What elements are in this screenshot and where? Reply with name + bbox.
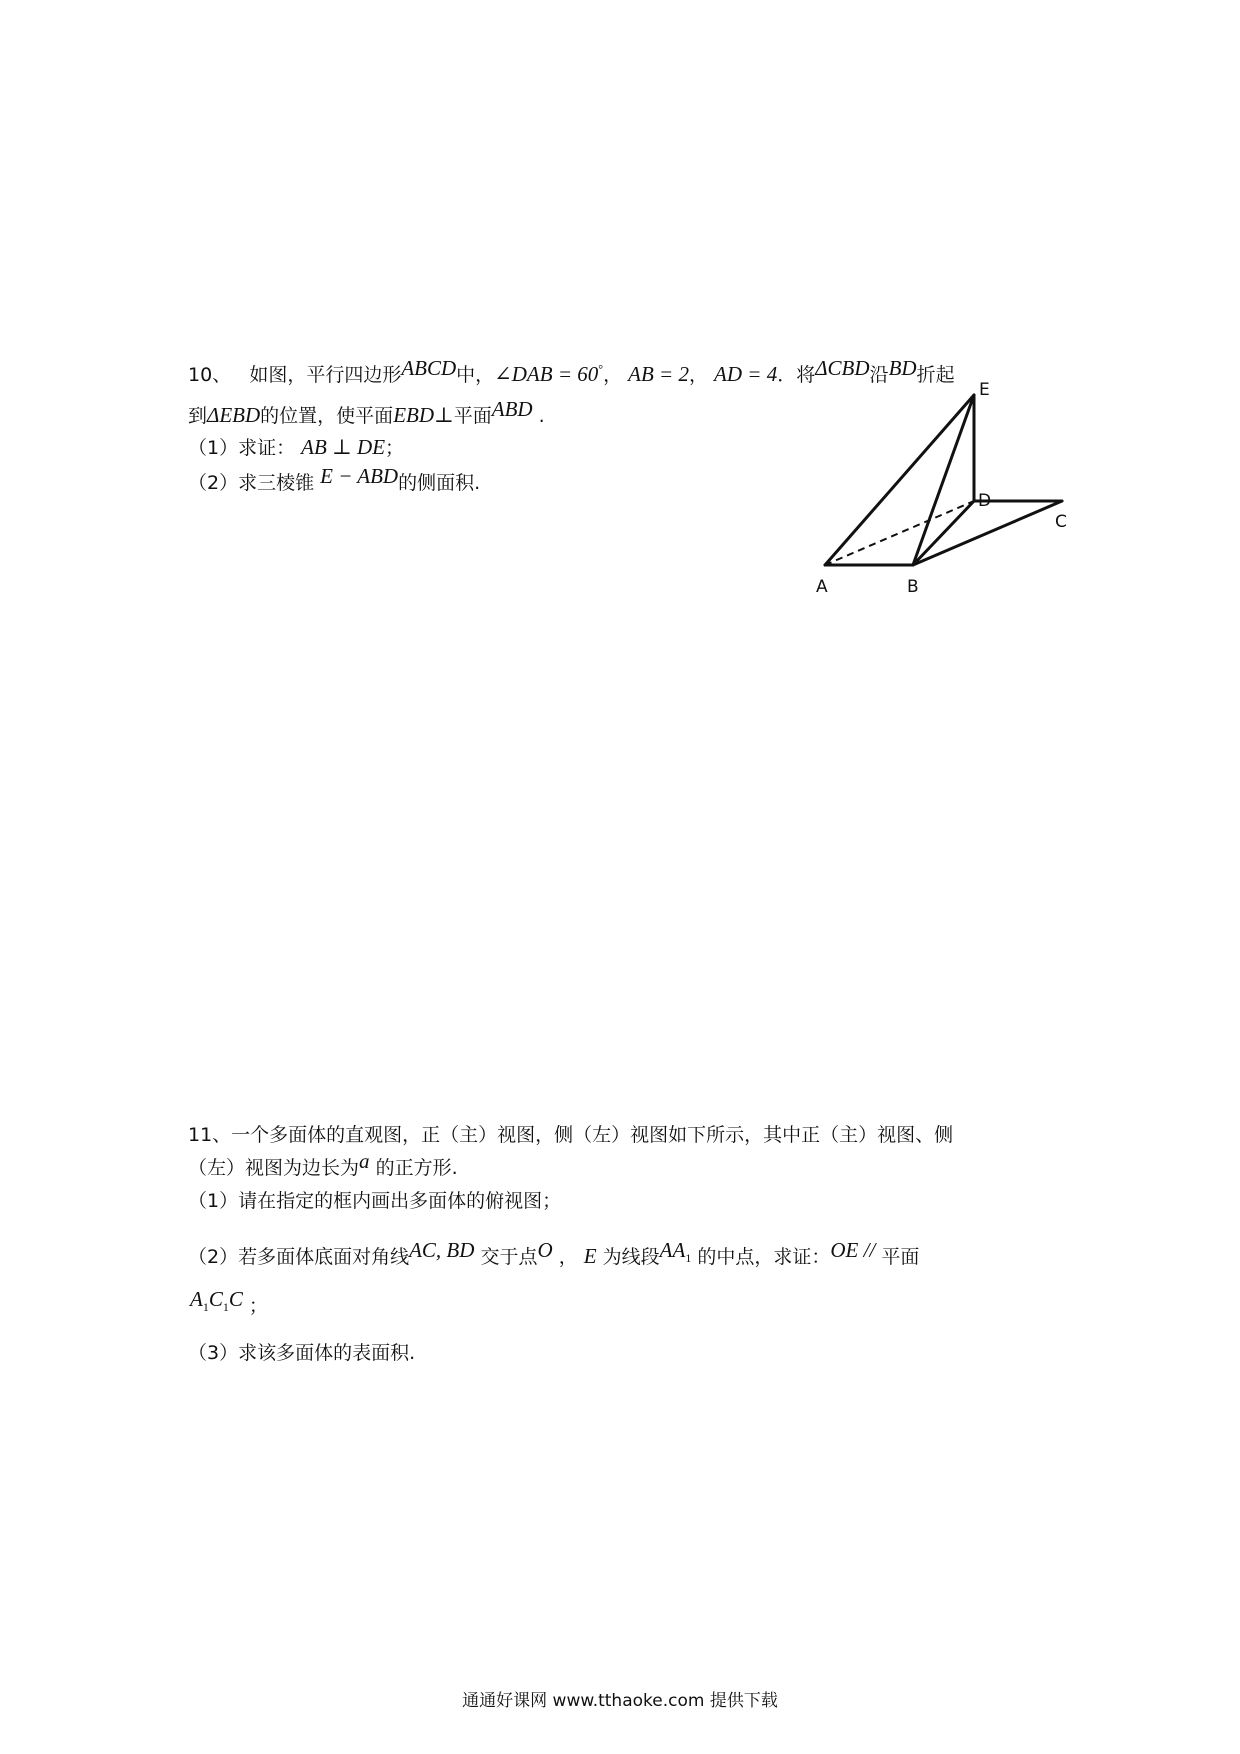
q10-line-2 xyxy=(188,397,545,428)
vertex-label-a: A xyxy=(816,577,828,597)
math-e-abd: E − ABD xyxy=(320,464,399,488)
q11-part-2-continued xyxy=(190,1287,268,1325)
math-abd: ABD xyxy=(491,397,533,421)
q11-text: 为线段 xyxy=(602,1246,660,1268)
math-subscript: 1 xyxy=(222,1300,229,1315)
q11-part-2 xyxy=(188,1238,920,1276)
q11-text: （左）视图为边长为 xyxy=(188,1157,360,1179)
q10-text: . xyxy=(538,405,545,427)
math-ab: AB = 2 xyxy=(628,362,689,386)
math-o: O xyxy=(537,1238,553,1262)
math-ad: AD = 4 xyxy=(714,362,778,386)
math-perp: ⊥ xyxy=(434,403,454,427)
page-footer: 通通好课网 www.tthaoke.com 提供下载 xyxy=(462,1691,778,1711)
q10-text: 平面 xyxy=(453,405,492,427)
q10-number: 10、 xyxy=(188,364,232,386)
q11-text: 平面 xyxy=(881,1246,920,1268)
q11-line-2 xyxy=(188,1149,458,1180)
edge-ae xyxy=(825,395,974,565)
q10-text: 的位置，使平面 xyxy=(260,405,394,427)
q10-part-2 xyxy=(188,464,481,495)
math-oe-parallel: OE // xyxy=(830,1238,876,1262)
q10-text: 的侧面积. xyxy=(398,472,481,494)
q11-text: 交于点 xyxy=(480,1246,538,1268)
q11-part-1 xyxy=(188,1189,561,1213)
math-a: a xyxy=(359,1149,370,1173)
vertex-label-e: E xyxy=(979,380,990,400)
math-c: C xyxy=(228,1287,243,1311)
vertex-label-c: C xyxy=(1055,512,1067,532)
vertex-label-d: D xyxy=(978,491,992,511)
math-ebd: EBD xyxy=(393,403,435,427)
q10-text: ， xyxy=(688,364,708,386)
q10-text: 折起 xyxy=(916,364,955,386)
q11-text: ， xyxy=(558,1246,578,1268)
math-a1c1c xyxy=(190,1287,243,1315)
vertex-label-b: B xyxy=(907,577,919,597)
q10-text: 中， xyxy=(456,364,495,386)
q10-text: 沿 xyxy=(869,364,889,386)
math-c: C xyxy=(208,1287,223,1311)
math-tri-ebd: ΔEBD xyxy=(207,403,261,427)
q10-text: 到 xyxy=(188,405,208,427)
math-ab-perp-de: AB ⊥ DE xyxy=(301,435,386,459)
math-angle xyxy=(494,362,603,386)
q11-text: 的中点，求证： xyxy=(697,1246,831,1268)
edge-bd xyxy=(913,501,974,565)
math-tri-cbd: ΔCBD xyxy=(815,356,870,380)
math-angle-value: ∠DAB = 60 xyxy=(494,362,599,386)
q11-part-3 xyxy=(188,1341,415,1365)
math-a: A xyxy=(190,1287,203,1311)
q10-part-1 xyxy=(188,435,404,460)
q11-text: ； xyxy=(248,1295,268,1317)
q10-text: ； xyxy=(385,437,405,459)
q11-line-1 xyxy=(188,1123,953,1147)
math-subscript: 1 xyxy=(202,1300,209,1315)
q10-text: ， xyxy=(603,364,623,386)
math-abcd: ABCD xyxy=(401,356,457,380)
hidden-edge-ad xyxy=(825,501,974,565)
math-degree: ° xyxy=(598,362,604,376)
q11-text: （3）求该多面体的表面积. xyxy=(188,1342,416,1364)
q11-text: 11、一个多面体的直观图，正（主）视图，侧（左）视图如下所示，其中正（主）视图、侧 xyxy=(188,1124,954,1146)
edge-be xyxy=(913,395,974,565)
geometry-figure-q10 xyxy=(800,378,1080,598)
q10-text: ．将 xyxy=(777,364,816,386)
q11-text: （2）若多面体底面对角线 xyxy=(188,1246,410,1268)
q10-part-1-label: （1）求证： xyxy=(188,437,296,459)
q10-part-2-label: （2）求三棱锥 xyxy=(188,472,315,494)
math-aa1 xyxy=(659,1238,692,1266)
q11-text: （1）请在指定的框内画出多面体的俯视图； xyxy=(188,1190,562,1212)
math-subscript: 1 xyxy=(685,1251,692,1266)
math-ac-bd: AC, BD xyxy=(409,1238,475,1262)
q10-text: 如图，平行四边形 xyxy=(249,364,402,386)
math-bd: BD xyxy=(888,356,917,380)
math-e: E xyxy=(583,1244,597,1268)
math-aa: AA xyxy=(659,1238,686,1262)
q11-text: 的正方形. xyxy=(375,1157,458,1179)
